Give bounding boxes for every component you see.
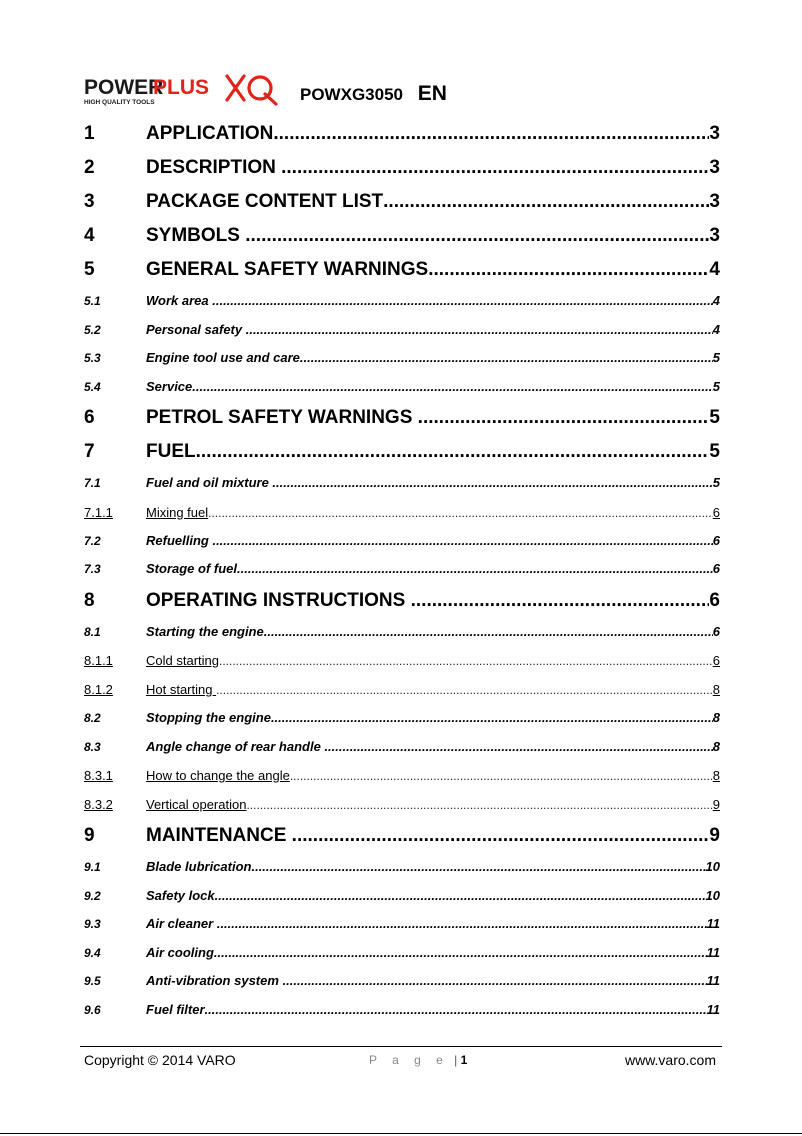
toc-entry-title: APPLICATION	[146, 123, 274, 144]
toc-entry-title: DESCRIPTION	[146, 157, 282, 178]
toc-entry-page: 8	[712, 710, 720, 725]
toc-dot-leader	[246, 791, 712, 819]
toc-entry-number: 7.1.1	[84, 504, 113, 520]
toc-entry-page: 5	[712, 475, 720, 490]
toc-entry-page: 6	[712, 504, 720, 520]
toc-entry-number: 8.1	[84, 624, 101, 639]
toc-entry-number: 4	[84, 225, 95, 246]
page-indicator	[369, 1053, 467, 1067]
toc-entry[interactable]	[84, 819, 720, 853]
toc-entry-number: 8.1.2	[84, 682, 113, 697]
toc-entry-number: 5.1	[84, 294, 101, 308]
toc-entry-page: 3	[709, 191, 720, 212]
toc-entry-number: 7	[84, 441, 95, 462]
toc-entry[interactable]	[84, 151, 720, 185]
toc-entry-page: 6	[712, 561, 720, 576]
toc-entry-page: 6	[712, 653, 720, 668]
toc-entry-page: 3	[709, 225, 720, 246]
toc-entry-page: 10	[705, 887, 720, 903]
toc-entry-page: 11	[706, 973, 720, 988]
website-url: www.varo.com	[624, 1052, 716, 1068]
toc-entry-title: FUEL	[146, 441, 196, 462]
toc-entry[interactable]	[84, 733, 720, 762]
toc-entry-page: 9	[712, 797, 720, 812]
toc-entry[interactable]	[84, 527, 720, 556]
toc-dot-leader	[418, 401, 710, 435]
toc-entry[interactable]	[84, 704, 720, 733]
toc-entry-page: 8	[712, 682, 720, 697]
toc-entry-title: Fuel and oil mixture	[146, 475, 273, 490]
toc-entry-page: 6	[709, 589, 720, 611]
toc-entry-number: 6	[84, 407, 95, 428]
toc-entry-number: 9.5	[84, 974, 101, 988]
toc-entry-number: 8.3	[84, 739, 101, 754]
toc-entry-number: 9.6	[84, 1002, 101, 1017]
toc-entry[interactable]	[84, 910, 720, 939]
toc-entry-number: 7.3	[84, 562, 101, 576]
toc-entry[interactable]	[84, 967, 720, 996]
copyright-text: Copyright © 2014 VARO	[84, 1052, 236, 1068]
toc-entry-page: 5	[709, 441, 720, 462]
toc-entry-title: Air cleaner	[146, 916, 217, 931]
toc-entry-number: 8.3.2	[84, 797, 113, 812]
toc-entry-number: 9	[84, 825, 95, 846]
toc-entry-title: Safety lock	[146, 887, 215, 903]
powerplus-xq-logo	[84, 68, 294, 108]
toc-dot-leader	[251, 853, 705, 882]
toc-entry-title: Angle change of rear handle	[146, 738, 325, 754]
toc-entry-page: 11	[706, 1001, 720, 1017]
page-footer	[84, 1052, 716, 1072]
toc-entry-number: 8.2	[84, 711, 101, 725]
toc-entry-title: Cold starting	[146, 653, 219, 668]
toc-entry-page: 11	[706, 916, 720, 931]
toc-entry-page: 3	[709, 157, 720, 178]
toc-entry-page: 5	[712, 378, 720, 394]
toc-dot-leader	[272, 469, 712, 498]
toc-dot-leader	[428, 253, 709, 287]
toc-dot-leader	[264, 618, 713, 647]
toc-entry-title: SYMBOLS	[146, 225, 246, 246]
toc-dot-leader	[216, 676, 713, 704]
toc-entry-title: Mixing fuel	[146, 504, 209, 520]
toc-dot-leader	[246, 316, 713, 345]
toc-entry-number: 3	[84, 191, 95, 212]
toc-dot-leader	[192, 373, 713, 402]
toc-entry-title: Air cooling	[146, 944, 214, 960]
toc-entry[interactable]	[84, 469, 720, 498]
toc-dot-leader	[219, 647, 713, 675]
logo-tagline: HIGH QUALITY TOOLS	[84, 99, 155, 106]
toc-entry[interactable]	[84, 853, 720, 882]
toc-entry-page: 5	[712, 350, 720, 365]
toc-entry-title: Blade lubrication	[146, 859, 252, 874]
toc-dot-leader	[237, 555, 713, 584]
toc-dot-leader	[383, 185, 709, 219]
toc-dot-leader	[196, 435, 710, 469]
toc-entry-number: 8	[84, 589, 95, 611]
logo-xq-mark	[227, 76, 276, 104]
toc-dot-leader	[212, 287, 713, 316]
toc-dot-leader	[271, 704, 713, 733]
toc-entry-title: Refuelling	[146, 532, 213, 548]
table-of-contents	[84, 117, 720, 1024]
toc-entry-page: 4	[712, 293, 720, 308]
page-number: 1	[460, 1053, 468, 1067]
toc-entry[interactable]	[84, 882, 720, 911]
toc-entry-title: OPERATING INSTRUCTIONS	[146, 589, 411, 611]
toc-entry-number: 2	[84, 157, 95, 178]
toc-entry-title: Service	[146, 378, 193, 394]
toc-entry-number: 7.2	[84, 533, 101, 548]
toc-entry[interactable]	[84, 646, 720, 675]
toc-entry[interactable]	[84, 435, 720, 469]
toc-entry-title: Storage of fuel	[146, 561, 238, 576]
toc-entry-page: 8	[712, 738, 720, 754]
toc-entry-number: 5.3	[84, 351, 101, 365]
toc-entry-title: Hot starting	[146, 682, 217, 697]
toc-entry[interactable]	[84, 939, 720, 968]
toc-entry-page: 6	[712, 532, 720, 548]
toc-entry[interactable]	[84, 344, 720, 373]
toc-entry[interactable]	[84, 253, 720, 287]
toc-entry[interactable]	[84, 316, 720, 345]
toc-entry-number: 8.1.1	[84, 653, 113, 668]
document-id	[300, 82, 447, 106]
toc-entry-title: Vertical operation	[146, 797, 247, 812]
toc-entry[interactable]	[84, 790, 720, 819]
toc-entry[interactable]	[84, 185, 720, 219]
toc-dot-leader	[245, 219, 709, 253]
toc-dot-leader	[324, 733, 712, 762]
toc-entry-page: 11	[706, 944, 720, 960]
toc-entry-page: 10	[705, 859, 720, 874]
toc-entry-number: 5.2	[84, 322, 101, 337]
toc-entry-title: MAINTENANCE	[146, 825, 292, 846]
toc-entry[interactable]	[84, 373, 720, 402]
toc-dot-leader	[215, 882, 706, 911]
model-number: POWXG3050	[300, 85, 403, 104]
toc-entry-number: 9.1	[84, 860, 101, 874]
logo-brand-plus: PLUS	[153, 76, 210, 99]
toc-dot-leader	[290, 762, 713, 790]
toc-entry-page: 4	[712, 321, 720, 337]
toc-entry-title: Stopping the engine	[146, 710, 271, 725]
toc-dot-leader	[212, 527, 712, 556]
toc-entry[interactable]	[84, 584, 720, 618]
toc-dot-leader	[217, 910, 707, 939]
toc-dot-leader	[208, 499, 713, 527]
toc-entry-page: 8	[712, 768, 720, 783]
toc-entry[interactable]	[84, 287, 720, 316]
toc-entry[interactable]	[84, 498, 720, 527]
toc-entry[interactable]	[84, 219, 720, 253]
toc-entry-number: 5	[84, 259, 95, 280]
toc-entry-title: Engine tool use and care	[146, 350, 300, 365]
footer-divider	[80, 1046, 722, 1047]
toc-entry-title: GENERAL SAFETY WARNINGS	[146, 259, 429, 280]
toc-entry-title: Personal safety	[146, 321, 246, 337]
toc-entry-page: 5	[709, 407, 720, 428]
toc-dot-leader	[281, 151, 709, 185]
page-separator: |	[454, 1053, 458, 1067]
toc-entry-page: 3	[709, 123, 720, 144]
page-edge-rule	[0, 1133, 802, 1134]
page-header	[84, 68, 724, 108]
toc-entry-title: How to change the angle	[146, 768, 290, 783]
toc-dot-leader	[411, 584, 710, 618]
toc-entry[interactable]	[84, 996, 720, 1025]
toc-entry-number: 9.2	[84, 888, 101, 903]
toc-entry-title: Fuel filter	[146, 1001, 205, 1017]
toc-entry[interactable]	[84, 555, 720, 584]
toc-entry-page: 4	[709, 259, 720, 280]
toc-entry-number: 9.4	[84, 945, 101, 960]
page-label: P a g e	[369, 1053, 449, 1067]
toc-entry[interactable]	[84, 618, 720, 647]
toc-entry-title: Starting the engine	[146, 623, 264, 639]
logo-brand-power: POWER	[84, 76, 164, 99]
toc-dot-leader	[205, 996, 707, 1025]
toc-dot-leader	[273, 117, 709, 151]
toc-dot-leader	[283, 967, 707, 996]
toc-entry-title: Work area	[146, 293, 213, 308]
toc-entry-title: PACKAGE CONTENT LIST	[146, 191, 384, 212]
toc-entry-number: 5.4	[84, 379, 101, 394]
toc-entry-title: PETROL SAFETY WARNINGS	[146, 407, 418, 428]
toc-entry[interactable]	[84, 675, 720, 704]
toc-entry[interactable]	[84, 117, 720, 151]
toc-entry-number: 1	[84, 123, 95, 144]
toc-dot-leader	[214, 939, 707, 968]
toc-entry[interactable]	[84, 761, 720, 790]
toc-entry[interactable]	[84, 401, 720, 435]
toc-entry-page: 6	[712, 623, 720, 639]
toc-dot-leader	[300, 344, 713, 373]
toc-entry-number: 7.1	[84, 476, 101, 490]
toc-entry-title: Anti-vibration system	[146, 973, 283, 988]
toc-dot-leader	[292, 819, 710, 853]
toc-entry-number: 9.3	[84, 917, 101, 931]
language-code: EN	[417, 82, 447, 105]
toc-entry-number: 8.3.1	[84, 768, 113, 783]
toc-entry-page: 9	[709, 825, 720, 846]
